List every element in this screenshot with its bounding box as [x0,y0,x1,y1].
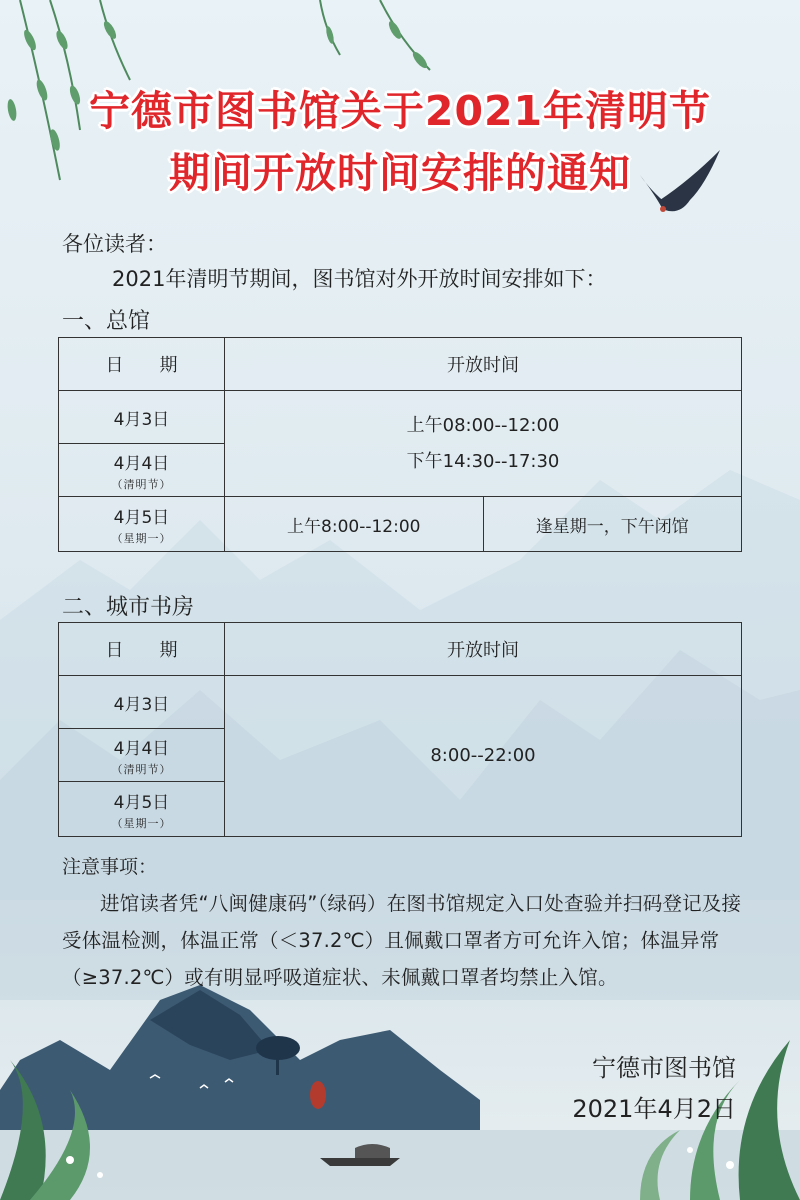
date-note: （清明节） [111,762,172,776]
date-label: 4月5日 [113,792,170,813]
date-note: （星期一） [111,816,172,830]
willow-branch [320,0,340,55]
time-column-header: 开放时间 [225,623,742,676]
morning-hours: 上午08:00--12:00 [406,414,560,436]
red-tree [310,1081,326,1109]
notice-body: 进馆读者凭“八闽健康码”（绿码）在图书馆规定入口处查验并扫码登记及接受体温检测，体温正常（＜37.2℃）且佩戴口罩者方可允许入馆；体温异常（≥37.2℃）或有明显呼吸道症状、未佩戴口罩者均禁止入馆。 [62,892,742,989]
afternoon-hours: 下午14:30--17:30 [406,450,560,472]
shared-hours-cell [225,391,742,497]
city-bookroom-schedule-table [58,622,742,837]
date-label: 4月5日 [113,507,170,528]
date-cell [59,676,225,729]
date-cell [59,729,225,782]
date-note: （星期一） [111,531,172,545]
table-header-row [59,623,742,676]
date-column-header: 日 期 [59,338,225,391]
date-cell [59,444,225,497]
table-row [59,497,742,552]
date-cell [59,497,225,552]
table-row [59,676,742,729]
main-library-schedule-table [58,337,742,552]
boat [320,1158,400,1166]
date-label: 4月3日 [113,409,170,430]
date-cell [59,391,225,444]
shared-hours-cell: 8:00--22:00 [225,676,742,837]
table-header-row [59,338,742,391]
willow-leaves [325,19,430,70]
date-label: 4月3日 [113,694,170,715]
boat-canopy [355,1144,390,1158]
signature-date: 2021年4月2日 [572,1095,736,1123]
water [0,1130,800,1200]
date-cell [59,782,225,837]
table-row [59,391,742,444]
date-label: 4月4日 [113,738,170,759]
willow-branch [100,0,130,80]
signature-org: 宁德市图书馆 [592,1054,736,1082]
page-title-line1: 宁德市图书馆关于2021年清明节 [88,87,712,135]
monday-hours-cell: 上午8:00--12:00 [225,497,484,552]
section2-heading: 二、城市书房 [62,595,195,620]
date-label: 4月4日 [113,453,170,474]
monday-note-cell: 逢星期一，下午闭馆 [483,497,742,552]
page-title-line2: 期间开放时间安排的通知 [169,149,631,197]
date-column-header: 日 期 [59,623,225,676]
time-column-header: 开放时间 [225,338,742,391]
tree-trunk [276,1050,279,1075]
notice-heading: 注意事项： [62,856,158,878]
greeting: 各位读者： [62,232,167,256]
intro-text: 2021年清明节期间，图书馆对外开放时间安排如下： [112,267,607,291]
date-note: （清明节） [111,477,172,491]
section1-heading: 一、总馆 [62,309,151,334]
